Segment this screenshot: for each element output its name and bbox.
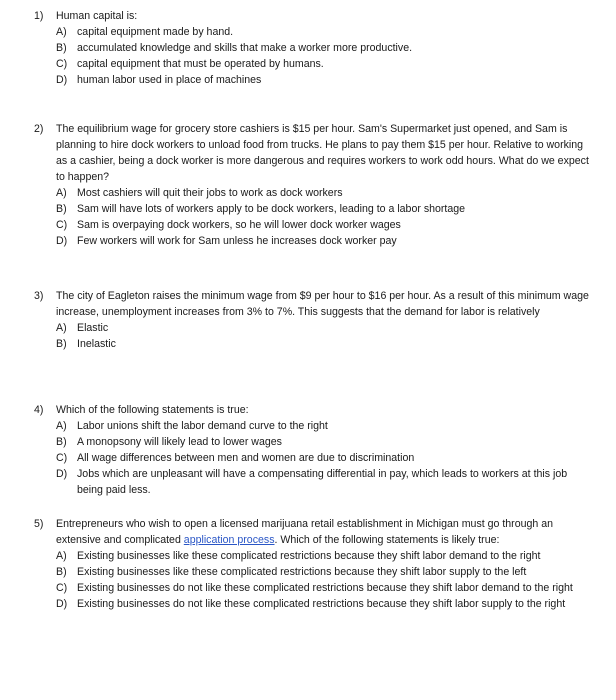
question-number: 2): [34, 123, 44, 135]
option-text: Existing businesses do not like these complicated restrictions because they shift labor demand to the right: [77, 582, 573, 594]
question-number: 3): [34, 290, 44, 302]
option-a: [56, 418, 590, 434]
question-stem-end: . Which of the following statements is likely true:: [274, 534, 500, 546]
option-text: Existing businesses like these complicated restrictions because they shift labor demand to the right: [77, 550, 541, 562]
question-number: 4): [34, 404, 44, 416]
option-letter: C): [56, 452, 68, 464]
option-text: capital equipment that must be operated by humans.: [77, 58, 324, 70]
option-text: Jobs which are unpleasant will have a compensating differential in pay, which leads to workers at this job being paid less.: [77, 468, 568, 496]
option-text: Labor unions shift the labor demand curve to the right: [77, 420, 328, 432]
option-list: [56, 320, 590, 352]
question-stem: Human capital is:: [56, 10, 138, 22]
option-text: accumulated knowledge and skills that make a worker more productive.: [77, 42, 413, 54]
option-list: [56, 548, 590, 612]
option-d: [56, 72, 590, 88]
option-text: Existing businesses like these complicated restrictions because they shift labor supply to the left: [77, 566, 527, 578]
question-5: [34, 516, 590, 612]
option-list: [56, 418, 590, 498]
question-number: 1): [34, 10, 44, 22]
option-letter: A): [56, 26, 67, 38]
option-c: [56, 56, 590, 72]
option-c: [56, 217, 590, 233]
option-c: [56, 450, 590, 466]
option-b: [56, 40, 590, 56]
option-text: Inelastic: [77, 338, 116, 350]
option-a: [56, 185, 590, 201]
option-text: capital equipment made by hand.: [77, 26, 234, 38]
option-letter: A): [56, 420, 67, 432]
option-text: All wage differences between men and women are due to discrimination: [77, 452, 415, 464]
option-letter: C): [56, 58, 68, 70]
question-number: 5): [34, 518, 44, 530]
option-letter: B): [56, 42, 67, 54]
option-letter: D): [56, 74, 68, 86]
option-letter: D): [56, 235, 68, 247]
option-b: [56, 434, 590, 450]
option-letter: B): [56, 338, 67, 350]
option-letter: B): [56, 203, 67, 215]
option-list: [56, 185, 590, 249]
option-a: [56, 320, 590, 336]
application-process-link[interactable]: application process: [183, 534, 275, 546]
option-letter: B): [56, 566, 67, 578]
option-text: human labor used in place of machines: [77, 74, 262, 86]
question-stem-start: Entrepreneurs who wish to open a licensed marijuana retail establishment in Michigan must go through an extensive and complicated: [56, 518, 554, 546]
option-list: [56, 24, 590, 88]
option-letter: A): [56, 187, 67, 199]
option-letter: D): [56, 598, 68, 610]
option-text: Sam is overpaying dock workers, so he will lower dock worker wages: [77, 219, 401, 231]
option-d: [56, 233, 590, 249]
option-c: [56, 580, 590, 596]
option-a: [56, 548, 590, 564]
option-letter: D): [56, 468, 68, 480]
option-letter: C): [56, 582, 68, 594]
option-text: Sam will have lots of workers apply to be dock workers, leading to a labor shortage: [77, 203, 466, 215]
option-b: [56, 564, 590, 580]
option-letter: B): [56, 436, 67, 448]
question-stem: The equilibrium wage for grocery store cashiers is $15 per hour. Sam's Supermarket just opened, and Sam is planning to hire dock workers to unload food from trucks. He plans to pay them $15 per hour. Relative to working as a cashier, being a dock worker is more dangerous and requires workers to work odd hours. What do we expect to happen?: [56, 123, 589, 183]
question-2: [34, 121, 590, 249]
question-stem: The city of Eagleton raises the minimum wage from $9 per hour to $16 per hour. As a result of this minimum wage increase, unemployment increases from 3% to 7%. This suggests that the demand for labor is relatively: [56, 290, 589, 318]
option-b: [56, 336, 590, 352]
question-stem: [56, 516, 590, 548]
option-text: Most cashiers will quit their jobs to work as dock workers: [77, 187, 343, 199]
option-text: Existing businesses do not like these complicated restrictions because they shift labor supply to the right: [77, 598, 566, 610]
question-stem: Which of the following statements is true:: [56, 404, 249, 416]
option-letter: A): [56, 322, 67, 334]
option-d: [56, 596, 590, 612]
option-text: Elastic: [77, 322, 109, 334]
option-b: [56, 201, 590, 217]
option-d: [56, 466, 590, 498]
question-1: [34, 8, 590, 88]
option-text: A monopsony will likely lead to lower wages: [77, 436, 282, 448]
question-3: [34, 288, 590, 352]
option-a: [56, 24, 590, 40]
option-letter: A): [56, 550, 67, 562]
option-letter: C): [56, 219, 68, 231]
option-text: Few workers will work for Sam unless he increases dock worker pay: [77, 235, 397, 247]
question-4: [34, 402, 590, 498]
